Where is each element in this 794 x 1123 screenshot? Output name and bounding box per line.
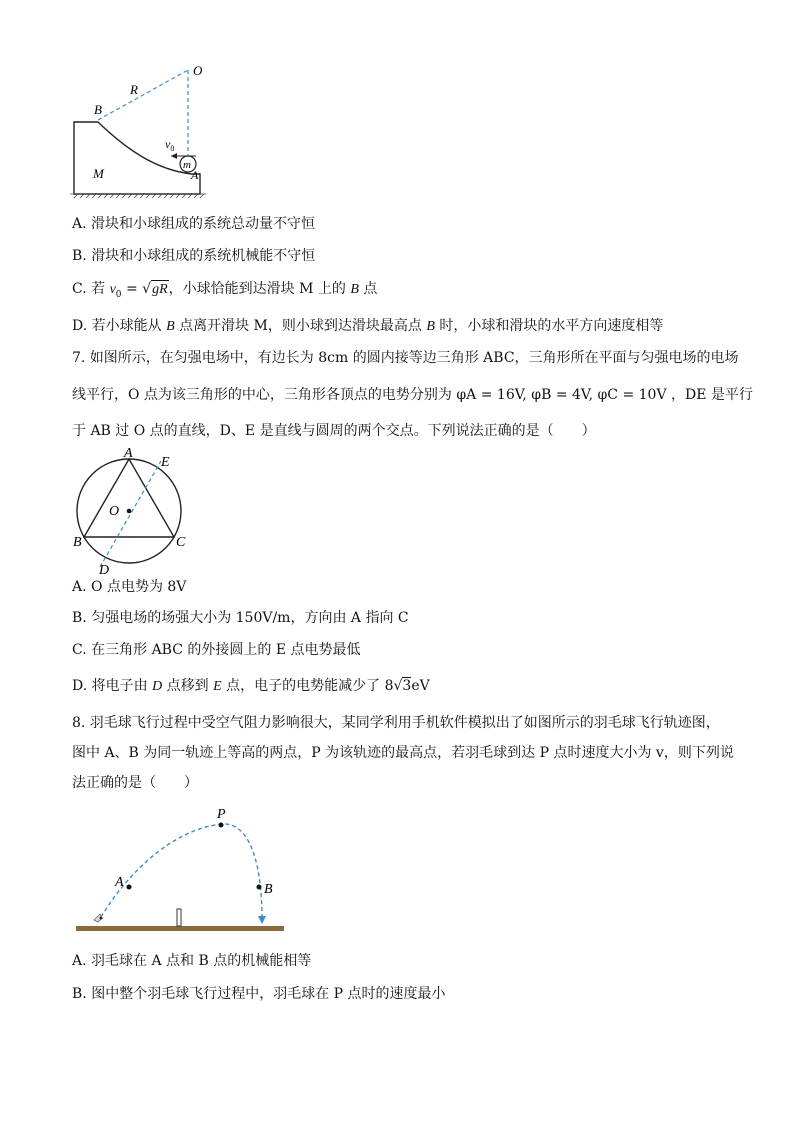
q6-option-a: A. 滑块和小球组成的系统总动量不守恒 bbox=[72, 216, 316, 232]
q7-option-c: C. 在三角形 ABC 的外接圆上的 E 点电势最低 bbox=[72, 642, 361, 658]
q8-option-a: A. 羽毛球在 A 点和 B 点的机械能相等 bbox=[72, 953, 312, 969]
label-o: O bbox=[193, 63, 203, 78]
q7-option-d: D. 将电子由 D 点移到 E 点，电子的电势能减少了 8√3eV bbox=[72, 678, 430, 694]
q7-stem-line3: 于 AB 过 O 点的直线，D、E 是直线与圆周的两个交点。下列说法正确的是（ ） bbox=[72, 423, 596, 439]
q7-figure bbox=[66, 446, 196, 576]
velocity-label: $v_0$ bbox=[165, 137, 175, 153]
q7-option-b: B. 匀强电场的场强大小为 150V/m，方向由 A 指向 C bbox=[72, 610, 409, 626]
label-b: B bbox=[94, 102, 102, 117]
q7-option-a: A. O 点电势为 8V bbox=[72, 579, 187, 595]
triangle-abc bbox=[84, 459, 174, 537]
net-post bbox=[177, 909, 181, 926]
label-p: P bbox=[217, 807, 226, 822]
ground-bar bbox=[76, 926, 284, 931]
point-a bbox=[127, 885, 132, 890]
label-o: O bbox=[109, 504, 120, 519]
velocity-arrowhead bbox=[171, 153, 177, 159]
ball-label: m bbox=[183, 159, 191, 171]
label-e: E bbox=[161, 455, 170, 470]
q8-figure bbox=[72, 804, 292, 936]
q6-option-b: B. 滑块和小球组成的系统机械能不守恒 bbox=[72, 248, 316, 264]
q8-stem-line2: 图中 A、B 为同一轨迹上等高的两点，P 为该轨迹的最高点，若羽毛球到达 P 点时速度大小为 v，则下列说 bbox=[72, 745, 734, 761]
label-a: A bbox=[124, 446, 133, 461]
q6-option-c: C. 若 $v_0 = √gR$，小球恰能到达滑块 M 上的 B 点 bbox=[72, 281, 378, 300]
label-b: B bbox=[73, 535, 82, 550]
slider-block bbox=[74, 122, 200, 194]
q6-figure bbox=[60, 58, 220, 204]
q8-stem-line1: 8. 羽毛球飞行过程中受空气阻力影响很大，某同学利用手机软件模拟出了如图所示的羽毛球飞行轨迹图， bbox=[72, 715, 720, 731]
label-b: B bbox=[264, 882, 273, 897]
radius-line-bo bbox=[98, 70, 188, 120]
label-c: C bbox=[176, 535, 186, 550]
q7-stem-line1: 7. 如图所示，在匀强电场中，有边长为 8cm 的圆内接等边三角形 ABC，三角形所在平面与匀强电场的电场 bbox=[72, 350, 739, 366]
point-p bbox=[219, 823, 224, 828]
label-d: D bbox=[99, 563, 110, 576]
trajectory-arrowhead bbox=[258, 916, 266, 924]
center-point-o bbox=[127, 509, 132, 514]
q6-option-d: D. 若小球能从 B 点离开滑块 M，则小球到达滑块最高点 B 时，小球和滑块的水平方向速度相等 bbox=[72, 318, 664, 334]
q8-stem-line3: 法正确的是（ ） bbox=[72, 775, 198, 791]
trajectory-path bbox=[101, 824, 262, 919]
sqrt-sign: √ bbox=[142, 281, 152, 297]
q8-option-b: B. 图中整个羽毛球飞行过程中，羽毛球在 P 点时的速度最小 bbox=[72, 986, 446, 1002]
label-m-block: M bbox=[93, 166, 104, 181]
sqrt-sign: √ bbox=[393, 678, 403, 694]
label-a: A bbox=[115, 875, 124, 890]
point-b bbox=[257, 885, 262, 890]
label-r: R bbox=[130, 82, 138, 97]
label-a: A bbox=[191, 168, 199, 182]
q7-stem-line2: 线平行，O 点为该三角形的中心，三角形各顶点的电势分别为 φA = 16V, φB = 4V, φC = 10V ，DE 是平行 bbox=[72, 387, 753, 403]
